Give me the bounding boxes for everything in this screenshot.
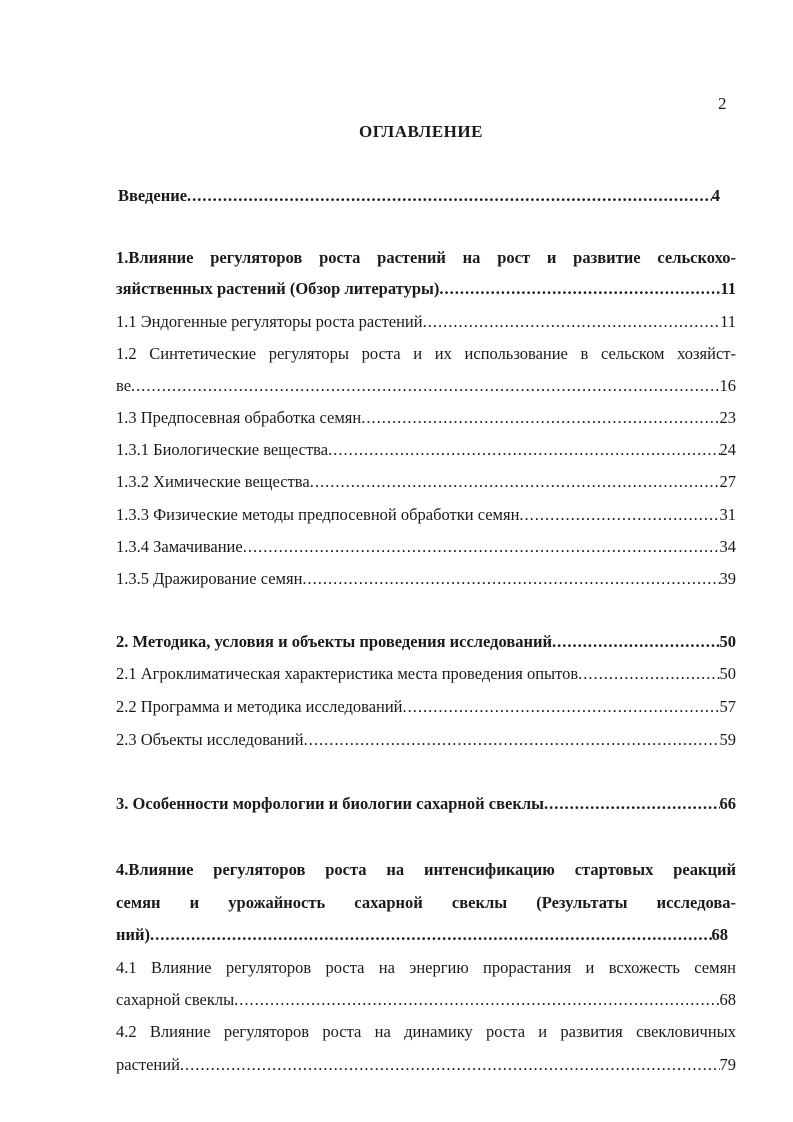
- toc-chapter-1-line2: зяйственных растений (Обзор литературы) ..... 11: [116, 279, 736, 299]
- toc-entry-1-3-4: 1.3.4 Замачивание ..... 34: [116, 537, 736, 557]
- page-title: ОГЛАВЛЕНИЕ: [359, 122, 483, 141]
- toc-chapter-4-line3: ний) ..... 68: [116, 925, 728, 945]
- toc-entry-intro: [118, 186, 720, 206]
- toc-entry-1-2-line2: ве ..... 16: [116, 376, 736, 396]
- toc-chapter-4-line2: семян и урожайность сахарной свеклы (Результаты исследова-: [116, 893, 736, 912]
- toc-entry-page: 11: [720, 279, 736, 298]
- toc-chapter-3: 3. Особенности морфологии и биологии сахарной свеклы ..... 66: [116, 794, 736, 814]
- toc-entry-4-1-line1: 4.1 Влияние регуляторов роста на энергию прорастания и всхожесть семян: [116, 958, 736, 977]
- toc-chapter-4-line1: 4.Влияние регуляторов роста на интенсификацию стартовых реакций: [116, 860, 736, 879]
- toc-entry-2-2: 2.2 Программа и методика исследований ..... 57: [116, 697, 736, 717]
- toc-entry-4-2-line2: растений ..... 79: [116, 1055, 736, 1075]
- toc-entry-page: 4: [711, 186, 720, 205]
- toc-entry-text: Введение: [118, 186, 188, 205]
- toc-entry-1-3: 1.3 Предпосевная обработка семян ..... 23: [116, 408, 736, 428]
- toc-entry-4-1-line2: сахарной свеклы ..... 68: [116, 990, 736, 1010]
- toc-entry-1-3-1: 1.3.1 Биологические вещества ..... 24: [116, 440, 736, 460]
- toc-entry-1-3-3: 1.3.3 Физические методы предпосевной обработки семян ..... 31: [116, 505, 736, 525]
- toc-entry-2-3: 2.3 Объекты исследований ..... 59: [116, 730, 736, 750]
- toc-entry-1-1: 1.1 Эндогенные регуляторы роста растений ..... 11: [116, 312, 736, 332]
- toc-entry-1-3-5: 1.3.5 Дражирование семян ..... 39: [116, 569, 736, 589]
- toc-chapter-2: 2. Методика, условия и объекты проведения исследований ..... 50: [116, 632, 736, 652]
- page-number: 2: [718, 94, 727, 113]
- toc-entry-1-2-line1: 1.2 Синтетические регуляторы роста и их использование в сельском хозяйст-: [116, 344, 736, 363]
- toc-chapter-1-line1: 1.Влияние регуляторов роста растений на рост и развитие сельскохо-: [116, 248, 736, 267]
- toc-entry-1-3-2: 1.3.2 Химические вещества ..... 27: [116, 472, 736, 492]
- toc-entry-4-2-line1: 4.2 Влияние регуляторов роста на динамику роста и развития свекловичных: [116, 1022, 736, 1041]
- toc-entry-2-1: 2.1 Агроклиматическая характеристика места проведения опытов ..... 50: [116, 664, 736, 684]
